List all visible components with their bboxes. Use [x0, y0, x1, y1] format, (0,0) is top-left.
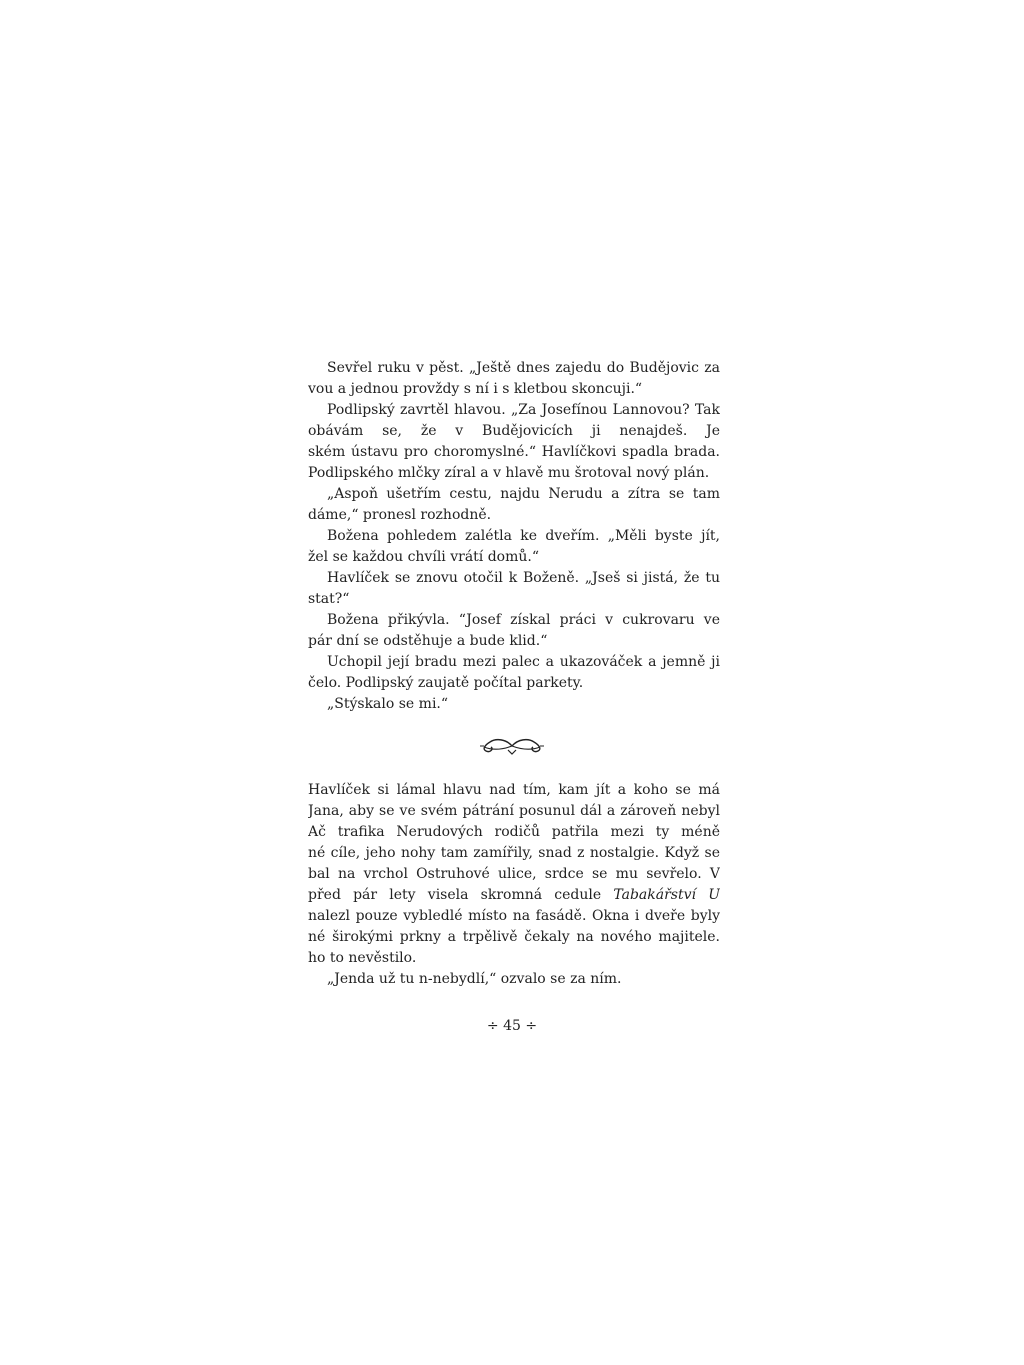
text-line: né cíle, jeho nohy tam zamířily, snad z nostalgie. Když se	[308, 845, 720, 861]
text-line: Jana, aby se ve svém pátrání posunul dál a zároveň nebyl	[308, 803, 720, 819]
text-line: vou a jednou provždy s ní i s kletbou skoncuji.“	[308, 381, 643, 397]
text-line: nalezl pouze vybledlé místo na fasádě. Okna i dveře byly	[308, 908, 720, 924]
text-line: ho to nevěstilo.	[308, 950, 417, 966]
text-line: Božena pohledem zalétla ke dveřím. „Měli byste jít,	[327, 528, 720, 544]
text-line: Ač trafika Nerudových rodičů patřila mezi ty méně	[308, 824, 720, 840]
text-line: „Stýskalo se mi.“	[327, 696, 449, 712]
scroll-flourish-ornament-icon	[478, 735, 546, 757]
text-line: ském ústavu pro choromyslné.“ Havlíčkovi spadla brada.	[308, 444, 720, 460]
text-line: „Jenda už tu n-nebydlí,“ ozvalo se za ním.	[327, 971, 622, 987]
text-line: „Aspoň ušetřím cestu, najdu Nerudu a zítra se tam	[327, 486, 720, 502]
text-fragment: před pár lety visela skromná cedule	[308, 887, 614, 903]
text-line: Podlipského mlčky zíral a v hlavě mu šrotoval nový plán.	[308, 465, 710, 481]
text-line: stat?“	[308, 591, 350, 607]
page-number: ÷ 45 ÷	[486, 1018, 538, 1034]
text-line: Podlipský zavrtěl hlavou. „Za Josefínou Lannovou? Tak	[327, 402, 720, 418]
text-section-two	[308, 780, 720, 990]
text-line: né širokými prkny a trpělivě čekaly na nového majitele.	[308, 929, 720, 945]
text-line: Havlíček se znovu otočil k Boženě. „Jseš si jistá, že tu	[327, 570, 720, 586]
text-line: Havlíček si lámal hlavu nad tím, kam jít a koho se má	[308, 782, 720, 798]
text-line: pár dní se odstěhuje a bude klid.“	[308, 633, 548, 649]
text-line: Sevřel ruku v pěst. „Ještě dnes zajedu do Budějovic za	[327, 360, 720, 376]
text-line	[308, 885, 720, 906]
text-line: čelo. Podlipský zaujatě počítal parkety.	[308, 675, 584, 691]
text-line: bal na vrchol Ostruhové ulice, srdce se mu sevřelo. V	[308, 866, 720, 882]
text-line: obávám se, že v Budějovicích ji nenajdeš. Je	[308, 423, 720, 439]
text-section-one	[308, 358, 720, 715]
text-line: dáme,“ pronesl rozhodně.	[308, 507, 492, 523]
text-line: Božena přikývla. “Josef získal práci v cukrovaru ve	[327, 612, 720, 628]
text-line: žel se každou chvíli vrátí domů.“	[308, 549, 540, 565]
text-line: Uchopil její bradu mezi palec a ukazováček a jemně ji	[327, 654, 720, 670]
shop-sign-italic: Tabakářství U	[613, 887, 720, 903]
